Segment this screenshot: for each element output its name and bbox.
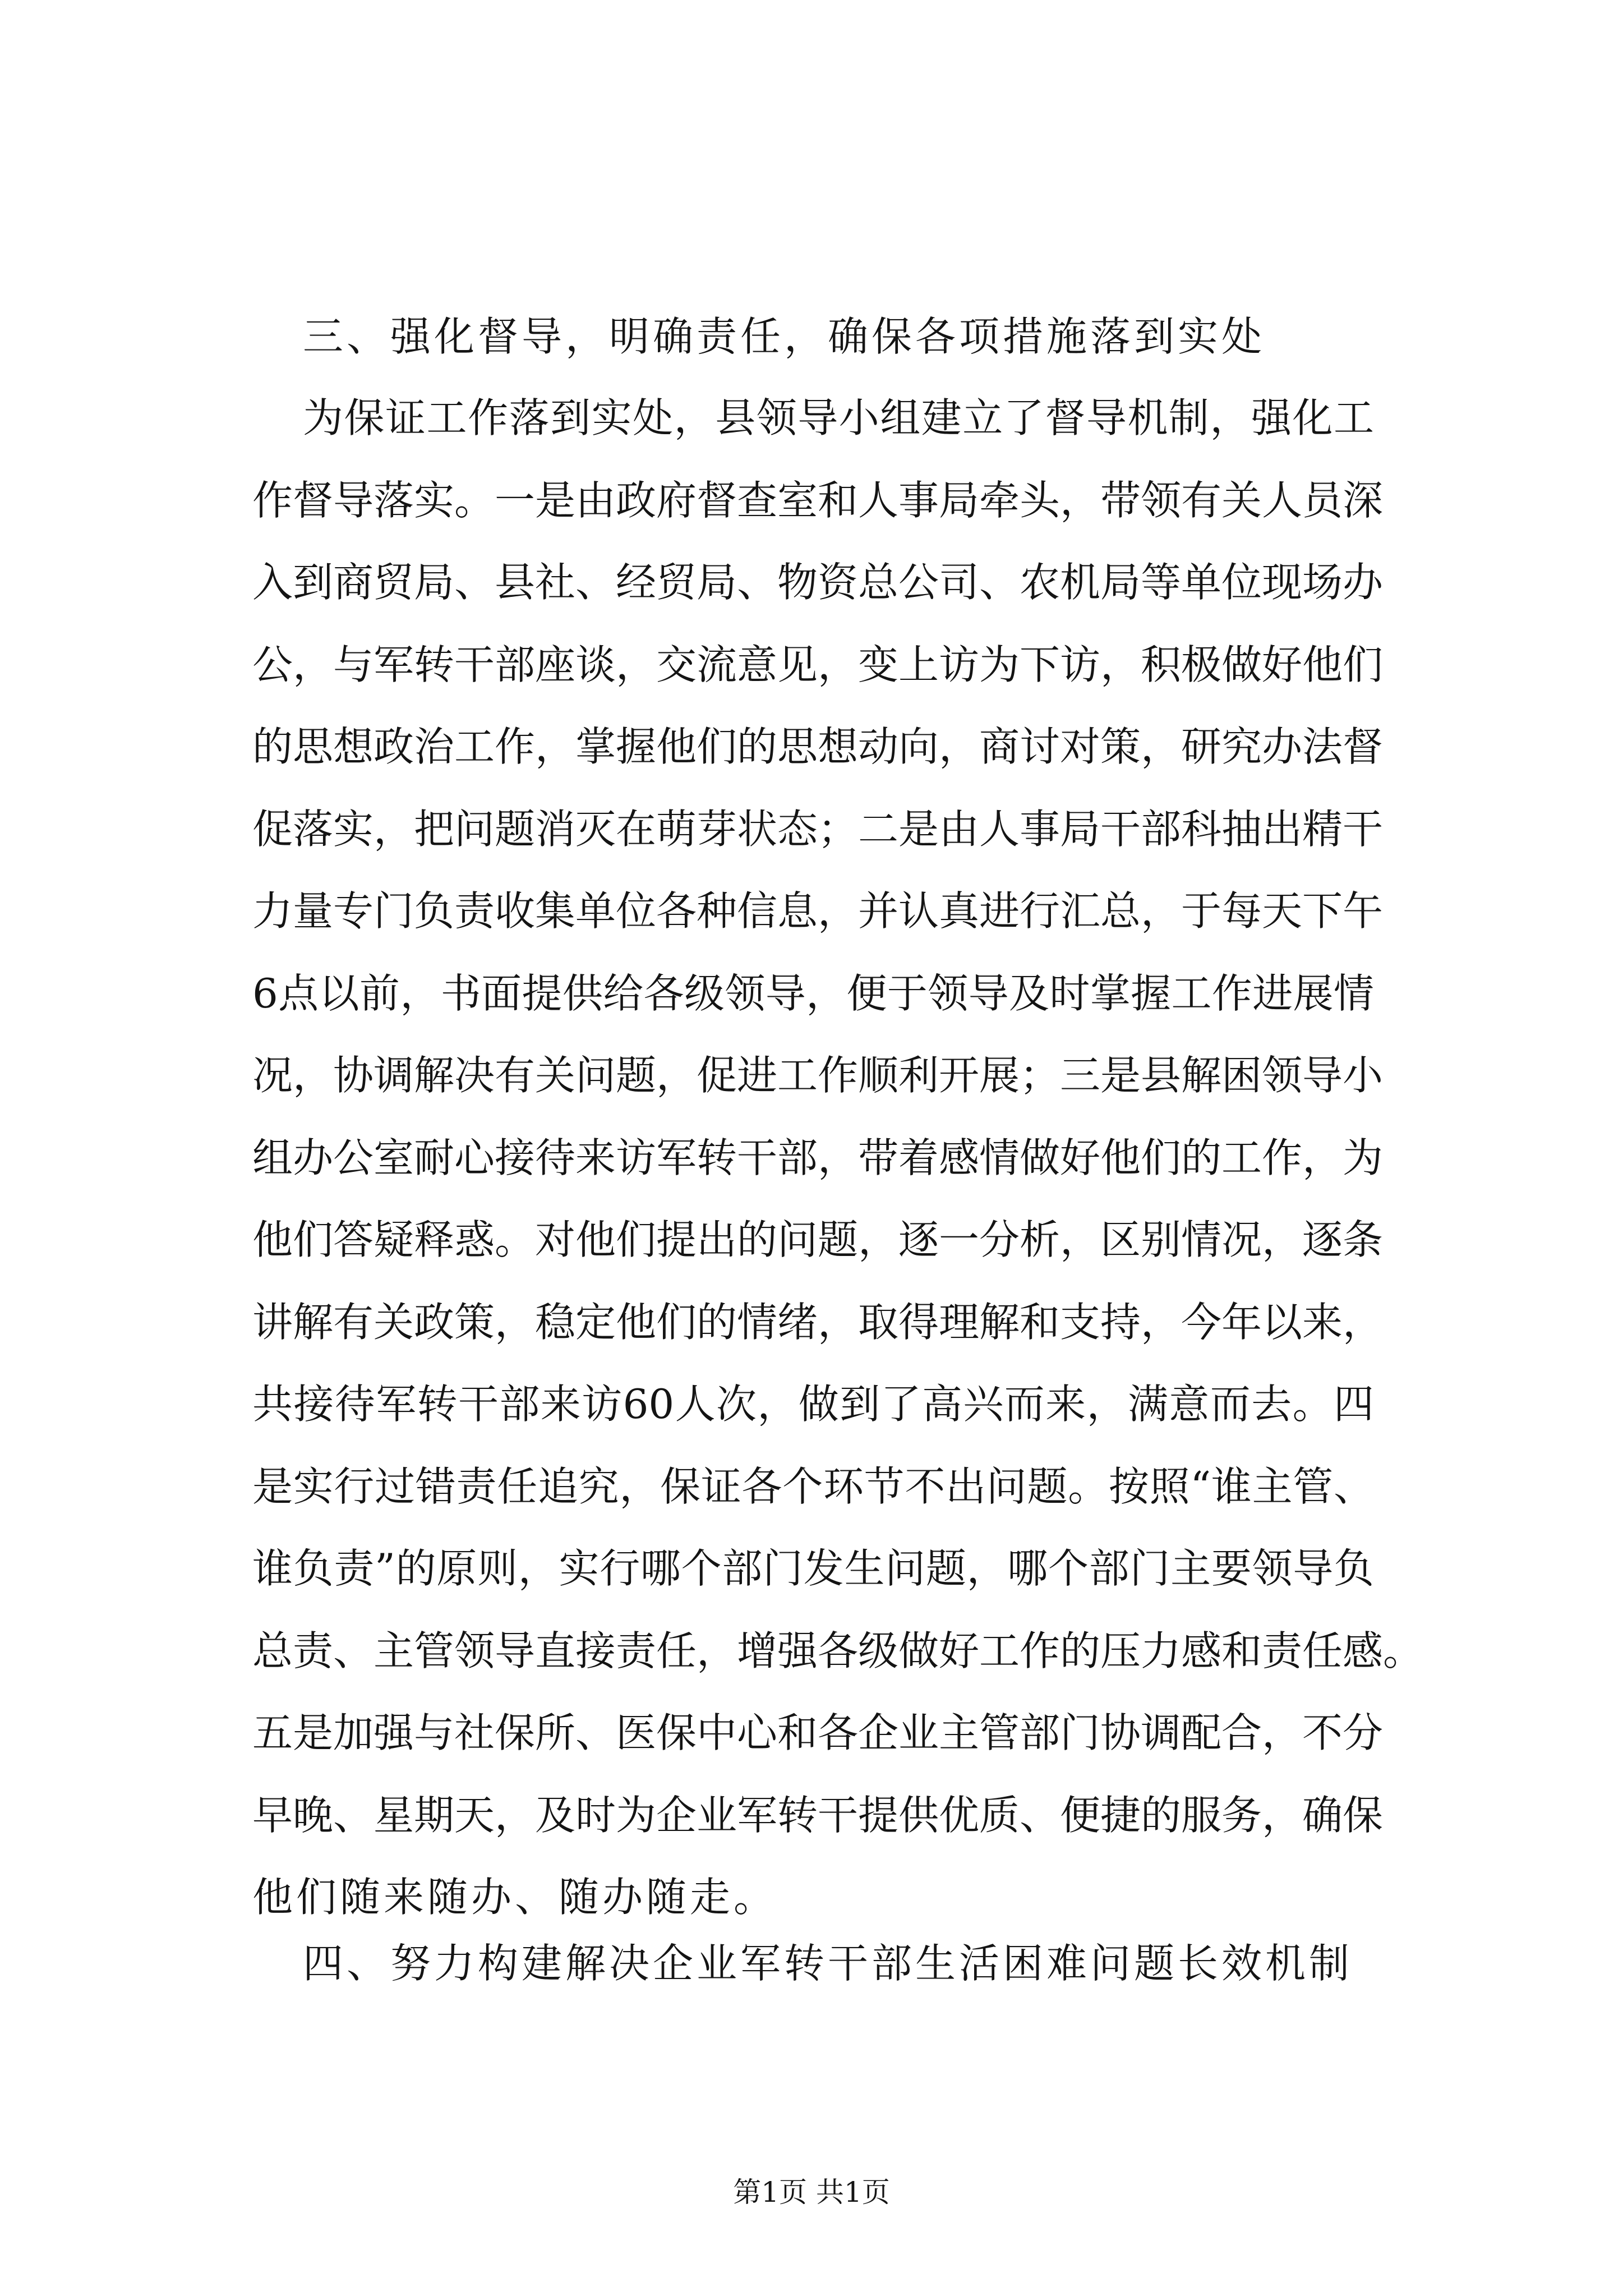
section-heading-4: 四、努力构建解决企业军转干部生活困难问题长效机制 [303,1940,1353,1987]
paragraph-line: 力量专门负责收集单位各种信息，并认真进行汇总，于每天下午 [252,887,1384,935]
paragraph-line: 共接待军转干部来访60人次，做到了高兴而来，满意而去。四 [252,1381,1374,1428]
paragraph-line: 况，协调解决有关问题，促进工作顺利开展；三是县解困领导小 [252,1052,1384,1099]
paragraph-line: 谁负责”的原则，实行哪个部门发生问题，哪个部门主要领导负 [252,1545,1374,1592]
paragraph-line: 组办公室耐心接待来访军转干部，带着感情做好他们的工作，为 [252,1134,1384,1181]
section-heading-3: 三、强化督导，明确责任，确保各项措施落到实处 [303,313,1266,360]
paragraph-line: 的思想政治工作，掌握他们的思想动向，商讨对策，研究办法督 [252,723,1384,770]
paragraph-line: 总责、主管领导直接责任，增强各级做好工作的压力感和责任感。 [252,1627,1424,1674]
paragraph-line: 他们随来随办、随办随走。 [252,1874,778,1921]
body-paragraph [252,390,1424,1952]
paragraph-line: 6点以前，书面提供给各级领导，便于领导及时掌握工作进展情 [252,969,1374,1017]
page-footer: 第1页 共1页 [733,2176,890,2208]
paragraph-line: 作督导落实。一是由政府督查室和人事局牵头，带领有关人员深 [252,476,1384,524]
paragraph-line: 早晚、星期天，及时为企业军转干提供优质、便捷的服务，确保 [252,1791,1384,1839]
paragraph-line: 是实行过错责任追究，保证各个环节不出问题。按照“谁主管、 [252,1462,1374,1510]
paragraph-line: 促落实，把问题消灭在萌芽状态；二是由人事局干部科抽出精干 [252,805,1384,853]
paragraph-line: 公，与军转干部座谈，交流意见，变上访为下访，积极做好他们 [252,641,1384,688]
paragraph-line: 他们答疑释惑。对他们提出的问题，逐一分析，区别情况，逐条 [252,1216,1384,1263]
paragraph-line: 入到商贸局、县社、经贸局、物资总公司、农机局等单位现场办 [252,559,1384,606]
paragraph-line: 讲解有关政策，稳定他们的情绪，取得理解和支持，今年以来， [252,1298,1384,1346]
paragraph-line: 五是加强与社保所、医保中心和各企业主管部门协调配合，不分 [252,1709,1384,1756]
paragraph-line: 为保证工作落到实处，县领导小组建立了督导机制，强化工 [303,394,1374,441]
